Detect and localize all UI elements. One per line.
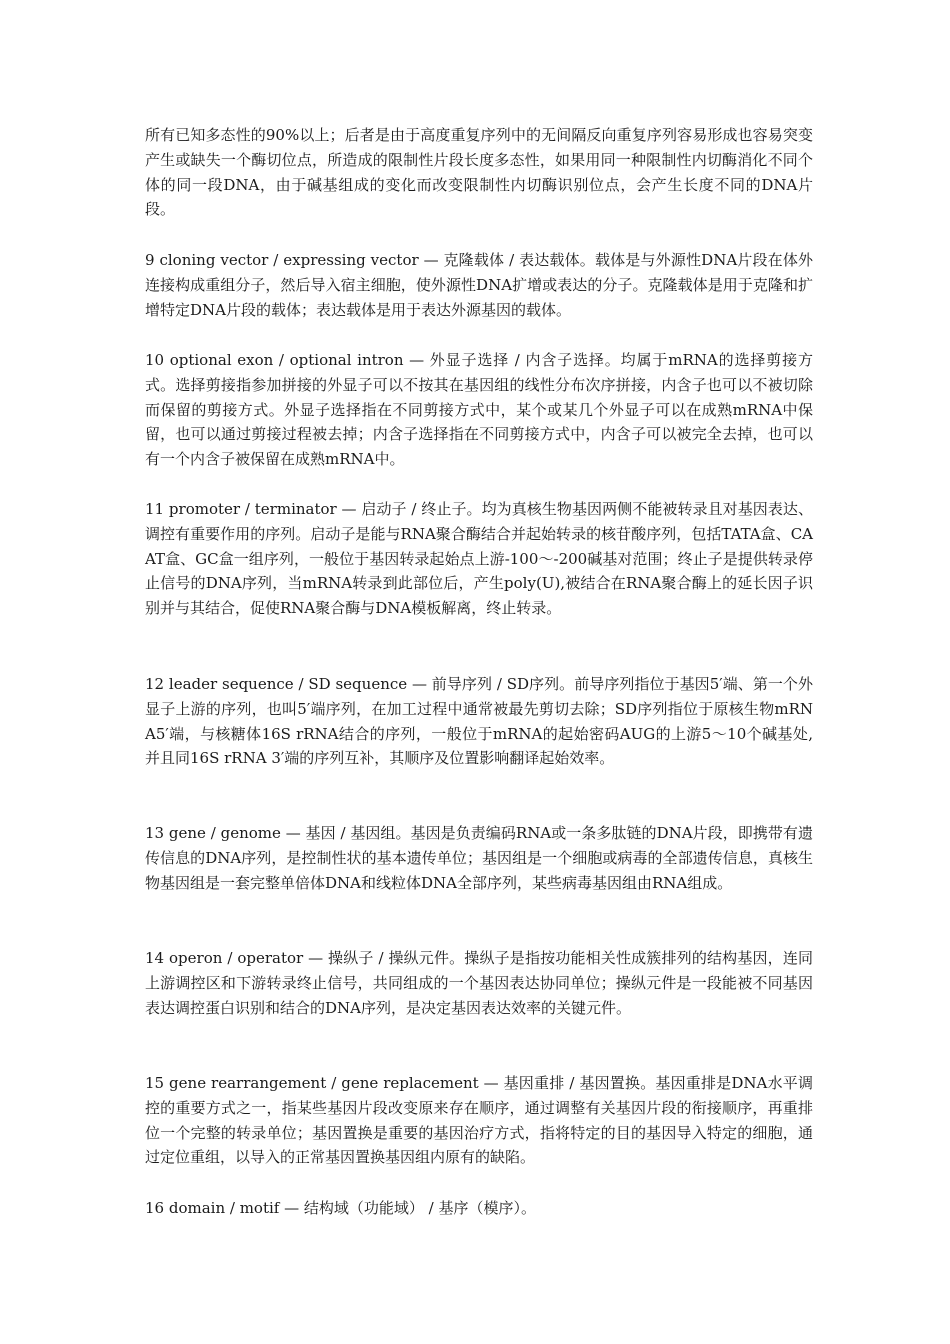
paragraph-rflp-continuation: 所有已知多态性的90%以上；后者是由于高度重复序列中的无间隔反向重复序列容易形成也容易突变产生或缺失一个酶切位点，所造成的限制性片段长度多态性，如果用同一种限制性内切酶消化不同个体的同一段DNA，由于碱基组成的变化而改变限制性内切酶识别位点，会产生长度不同的DNA片段。 — [145, 126, 813, 219]
paragraph-term-11: 11 promoter / terminator — 启动子 / 终止子。均为真核生物基因两侧不能被转录且对基因表达、调控有重要作用的序列。启动子是能与RNA聚合酶结合并起始转录的核苷酸序列，包括TATA盒、CAAT盒、GC盒一组序列，一般位于基因转录起始点上游-100～-200碱基对范围；终止子是提供转录停止信号的DNA序列，当mRNA转录到此部位后，产生poly(U),被结合在RNA聚合酶上的延长因子识别并与其结合，促使RNA聚合酶与DNA模板解离，终止转录。 — [145, 500, 813, 618]
paragraph-term-10: 10 optional exon / optional intron — 外显子选择 / 内含子选择。均属于mRNA的选择剪接方式。选择剪接指参加拼接的外显子可以不按其在基因组的线性分布次序拼接，内含子也可以不被切除而保留的剪接方式。外显子选择指在不同剪接方式中，某个或某几个外显子可以在成熟mRNA中保留，也可以通过剪接过程被去掉；内含子选择指在不同剪接方式中，内含子可以被完全去掉，也可以有一个内含子被保留在成熟mRNA中。 — [145, 351, 813, 469]
paragraph-term-9: 9 cloning vector / expressing vector — 克隆载体 / 表达载体。载体是与外源性DNA片段在体外连接构成重组分子，然后导入宿主细胞，使外源性DNA扩增或表达的分子。克隆载体是用于克隆和扩增特定DNA片段的载体；表达载体是用于表达外源基因的载体。 — [145, 251, 813, 319]
paragraph-term-16: 16 domain / motif — 结构域（功能域） / 基序（模序）。 — [145, 1199, 536, 1217]
paragraph-term-12: 12 leader sequence / SD sequence — 前导序列 / SD序列。前导序列指位于基因5′端、第一个外显子上游的序列，也叫5′端序列，在加工过程中通常被最先剪切去除；SD序列指位于原核生物mRNA5′端，与核糖体16S rRNA结合的序列，一般位于mRNA的起始密码AUG的上游5～10个碱基处,并且同16S rRNA 3′端的序列互补，其顺序及位置影响翻译起始效率。 — [145, 675, 813, 768]
paragraph-term-13: 13 gene / genome — 基因 / 基因组。基因是负责编码RNA或一条多肽链的DNA片段，即携带有遗传信息的DNA序列，是控制性状的基本遗传单位；基因组是一个细胞或病毒的全部遗传信息，真核生物基因组是一套完整单倍体DNA和线粒体DNA全部序列，某些病毒基因组由RNA组成。 — [145, 824, 813, 892]
paragraph-term-15: 15 gene rearrangement / gene replacement — 基因重排 / 基因置换。基因重排是DNA水平调控的重要方式之一，指某些基因片段改变原来存在顺序，通过调整有关基因片段的衔接顺序，再重排位一个完整的转录单位；基因置换是重要的基因治疗方式，指将特定的目的基因导入特定的细胞，通过定位重组，以导入的正常基因置换基因组内原有的缺陷。 — [145, 1074, 813, 1167]
paragraph-term-14: 14 operon / operator — 操纵子 / 操纵元件。操纵子是指按功能相关性成簇排列的结构基因，连同上游调控区和下游转录终止信号，共同组成的一个基因表达协同单位；操纵元件是一段能被不同基因表达调控蛋白识别和结合的DNA序列，是决定基因表达效率的关键元件。 — [145, 949, 813, 1017]
